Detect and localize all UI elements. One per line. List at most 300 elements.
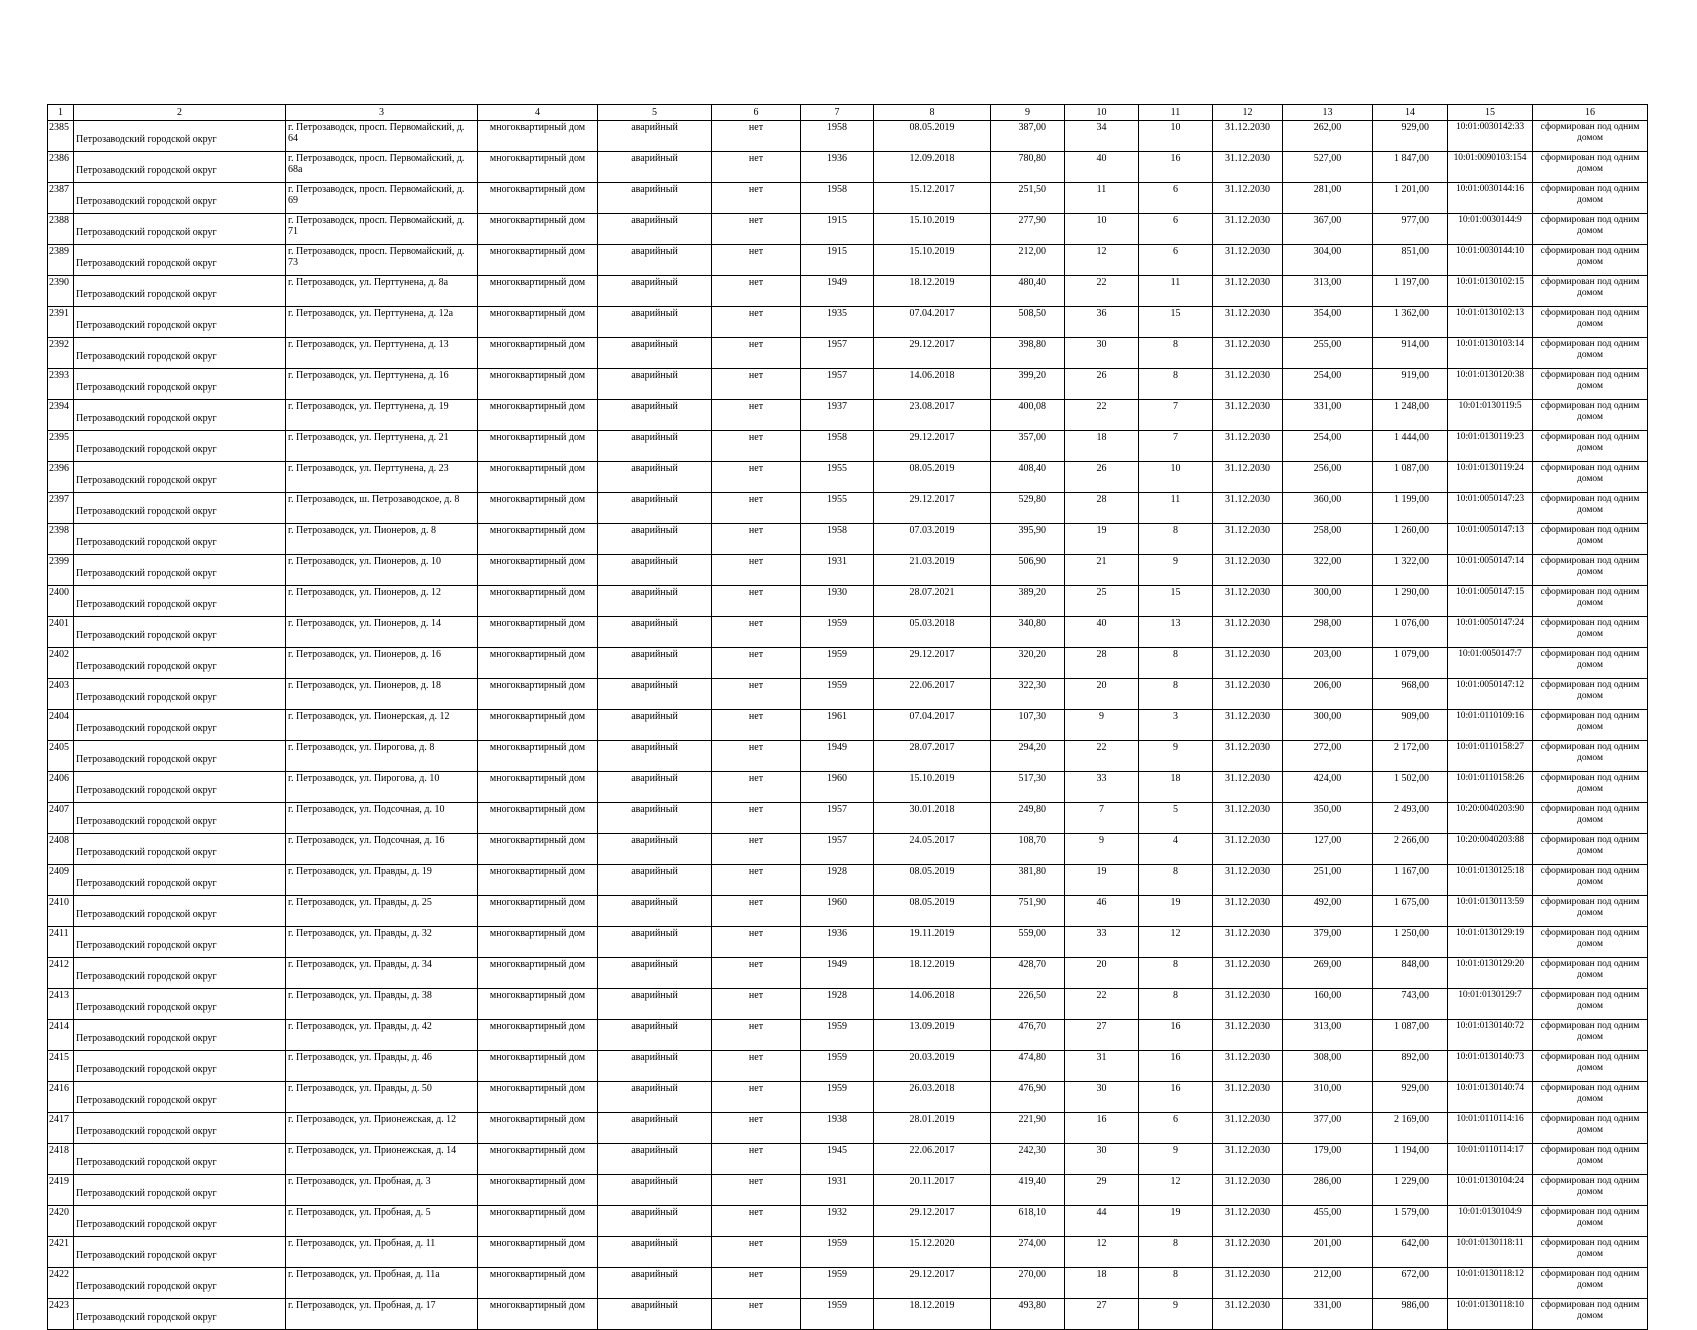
cell-land-plot-status: сформирован под одним домом bbox=[1533, 307, 1648, 338]
cell-row-number: 2410 bbox=[48, 896, 74, 927]
cell-land-plot-status: сформирован под одним домом bbox=[1533, 1299, 1648, 1330]
cell-status: аварийный bbox=[598, 121, 712, 152]
cell-flag: нет bbox=[712, 214, 801, 245]
column-header-16: 16 bbox=[1533, 105, 1648, 121]
cell-cadastral-number: 10:01:0130104:9 bbox=[1448, 1206, 1533, 1237]
cell-residents: 33 bbox=[1065, 772, 1139, 803]
cell-address: г. Петрозаводск, ул. Перттунена, д. 13 bbox=[286, 338, 478, 369]
cell-municipality: Петрозаводский городской округ bbox=[74, 1268, 286, 1299]
cell-residents: 30 bbox=[1065, 1144, 1139, 1175]
cell-premises: 8 bbox=[1139, 648, 1213, 679]
cell-premises: 8 bbox=[1139, 679, 1213, 710]
table-row bbox=[48, 555, 1648, 586]
cell-land-plot-status: сформирован под одним домом bbox=[1533, 772, 1648, 803]
cell-municipality: Петрозаводский городской округ bbox=[74, 648, 286, 679]
cell-cadastral-number: 10:01:0110158:26 bbox=[1448, 772, 1533, 803]
cell-deadline: 31.12.2030 bbox=[1213, 741, 1283, 772]
cell-status: аварийный bbox=[598, 803, 712, 834]
cell-municipality: Петрозаводский городской округ bbox=[74, 586, 286, 617]
header-row bbox=[48, 105, 1648, 121]
cell-deadline: 31.12.2030 bbox=[1213, 710, 1283, 741]
cell-row-number: 2408 bbox=[48, 834, 74, 865]
table-row bbox=[48, 338, 1648, 369]
table-row bbox=[48, 989, 1648, 1020]
cell-decision-date: 29.12.2017 bbox=[874, 431, 991, 462]
cell-year-built: 1935 bbox=[801, 307, 874, 338]
cell-year-built: 1960 bbox=[801, 772, 874, 803]
cell-municipality: Петрозаводский городской округ bbox=[74, 1113, 286, 1144]
cell-area: 107,30 bbox=[991, 710, 1065, 741]
cell-cost-a: 313,00 bbox=[1283, 1020, 1373, 1051]
cell-residents: 7 bbox=[1065, 803, 1139, 834]
cell-area: 322,30 bbox=[991, 679, 1065, 710]
cell-decision-date: 29.12.2017 bbox=[874, 648, 991, 679]
cell-year-built: 1955 bbox=[801, 462, 874, 493]
cell-address: г. Петрозаводск, ул. Правды, д. 46 bbox=[286, 1051, 478, 1082]
cell-land-plot-status: сформирован под одним домом bbox=[1533, 1113, 1648, 1144]
cell-area: 212,00 bbox=[991, 245, 1065, 276]
cell-cost-a: 258,00 bbox=[1283, 524, 1373, 555]
cell-address: г. Петрозаводск, ул. Подсочная, д. 10 bbox=[286, 803, 478, 834]
cell-status: аварийный bbox=[598, 679, 712, 710]
cell-deadline: 31.12.2030 bbox=[1213, 152, 1283, 183]
cell-municipality: Петрозаводский городской округ bbox=[74, 555, 286, 586]
cell-status: аварийный bbox=[598, 1082, 712, 1113]
cell-address: г. Петрозаводск, ул. Перттунена, д. 23 bbox=[286, 462, 478, 493]
cell-cost-a: 254,00 bbox=[1283, 369, 1373, 400]
cell-deadline: 31.12.2030 bbox=[1213, 586, 1283, 617]
cell-municipality: Петрозаводский городской округ bbox=[74, 524, 286, 555]
cell-cost-b: 892,00 bbox=[1373, 1051, 1448, 1082]
column-header-8: 8 bbox=[874, 105, 991, 121]
cell-land-plot-status: сформирован под одним домом bbox=[1533, 214, 1648, 245]
cell-status: аварийный bbox=[598, 958, 712, 989]
cell-status: аварийный bbox=[598, 710, 712, 741]
cell-year-built: 1958 bbox=[801, 524, 874, 555]
cell-year-built: 1915 bbox=[801, 214, 874, 245]
cell-cadastral-number: 10:01:0050147:15 bbox=[1448, 586, 1533, 617]
cell-decision-date: 14.06.2018 bbox=[874, 989, 991, 1020]
cell-residents: 22 bbox=[1065, 276, 1139, 307]
cell-area: 618,10 bbox=[991, 1206, 1065, 1237]
cell-cadastral-number: 10:01:0130125:18 bbox=[1448, 865, 1533, 896]
cell-premises: 16 bbox=[1139, 1051, 1213, 1082]
cell-decision-date: 22.06.2017 bbox=[874, 679, 991, 710]
cell-building-type: многоквартирный дом bbox=[478, 989, 598, 1020]
cell-decision-date: 08.05.2019 bbox=[874, 865, 991, 896]
cell-residents: 30 bbox=[1065, 338, 1139, 369]
cell-municipality: Петрозаводский городской округ bbox=[74, 679, 286, 710]
cell-municipality: Петрозаводский городской округ bbox=[74, 431, 286, 462]
cell-cost-a: 212,00 bbox=[1283, 1268, 1373, 1299]
column-header-3: 3 bbox=[286, 105, 478, 121]
cell-status: аварийный bbox=[598, 1051, 712, 1082]
cell-decision-date: 08.05.2019 bbox=[874, 462, 991, 493]
cell-residents: 19 bbox=[1065, 865, 1139, 896]
cell-decision-date: 28.07.2017 bbox=[874, 741, 991, 772]
cell-status: аварийный bbox=[598, 1144, 712, 1175]
table-row bbox=[48, 1175, 1648, 1206]
cell-address: г. Петрозаводск, ул. Перттунена, д. 21 bbox=[286, 431, 478, 462]
cell-premises: 10 bbox=[1139, 121, 1213, 152]
cell-area: 320,20 bbox=[991, 648, 1065, 679]
cell-land-plot-status: сформирован под одним домом bbox=[1533, 958, 1648, 989]
cell-cost-a: 308,00 bbox=[1283, 1051, 1373, 1082]
cell-decision-date: 07.04.2017 bbox=[874, 710, 991, 741]
cell-cost-b: 909,00 bbox=[1373, 710, 1448, 741]
cell-row-number: 2407 bbox=[48, 803, 74, 834]
cell-residents: 28 bbox=[1065, 648, 1139, 679]
column-header-4: 4 bbox=[478, 105, 598, 121]
cell-status: аварийный bbox=[598, 1206, 712, 1237]
cell-row-number: 2388 bbox=[48, 214, 74, 245]
cell-flag: нет bbox=[712, 648, 801, 679]
cell-row-number: 2385 bbox=[48, 121, 74, 152]
table-row bbox=[48, 493, 1648, 524]
cell-row-number: 2399 bbox=[48, 555, 74, 586]
cell-decision-date: 22.06.2017 bbox=[874, 1144, 991, 1175]
column-header-13: 13 bbox=[1283, 105, 1373, 121]
cell-area: 506,90 bbox=[991, 555, 1065, 586]
cell-area: 400,08 bbox=[991, 400, 1065, 431]
cell-building-type: многоквартирный дом bbox=[478, 741, 598, 772]
cell-premises: 9 bbox=[1139, 1299, 1213, 1330]
cell-cost-b: 851,00 bbox=[1373, 245, 1448, 276]
cell-residents: 31 bbox=[1065, 1051, 1139, 1082]
cell-building-type: многоквартирный дом bbox=[478, 1175, 598, 1206]
column-header-2: 2 bbox=[74, 105, 286, 121]
cell-land-plot-status: сформирован под одним домом bbox=[1533, 1175, 1648, 1206]
cell-deadline: 31.12.2030 bbox=[1213, 1144, 1283, 1175]
cell-deadline: 31.12.2030 bbox=[1213, 1113, 1283, 1144]
cell-building-type: многоквартирный дом bbox=[478, 245, 598, 276]
cell-address: г. Петрозаводск, ул. Перттунена, д. 16 bbox=[286, 369, 478, 400]
cell-row-number: 2397 bbox=[48, 493, 74, 524]
cell-year-built: 1958 bbox=[801, 431, 874, 462]
cell-area: 270,00 bbox=[991, 1268, 1065, 1299]
cell-cadastral-number: 10:01:0030144:9 bbox=[1448, 214, 1533, 245]
cell-cost-a: 367,00 bbox=[1283, 214, 1373, 245]
cell-status: аварийный bbox=[598, 152, 712, 183]
cell-municipality: Петрозаводский городской округ bbox=[74, 617, 286, 648]
cell-cadastral-number: 10:01:0130129:7 bbox=[1448, 989, 1533, 1020]
table-row bbox=[48, 865, 1648, 896]
table-row bbox=[48, 1144, 1648, 1175]
cell-row-number: 2386 bbox=[48, 152, 74, 183]
table-row bbox=[48, 679, 1648, 710]
cell-land-plot-status: сформирован под одним домом bbox=[1533, 121, 1648, 152]
cell-address: г. Петрозаводск, ул. Пробная, д. 5 bbox=[286, 1206, 478, 1237]
cell-deadline: 31.12.2030 bbox=[1213, 617, 1283, 648]
cell-area: 251,50 bbox=[991, 183, 1065, 214]
cell-deadline: 31.12.2030 bbox=[1213, 865, 1283, 896]
cell-year-built: 1931 bbox=[801, 555, 874, 586]
cell-cost-a: 331,00 bbox=[1283, 400, 1373, 431]
cell-land-plot-status: сформирован под одним домом bbox=[1533, 276, 1648, 307]
cell-year-built: 1945 bbox=[801, 1144, 874, 1175]
cell-land-plot-status: сформирован под одним домом bbox=[1533, 245, 1648, 276]
cell-building-type: многоквартирный дом bbox=[478, 834, 598, 865]
cell-decision-date: 15.10.2019 bbox=[874, 245, 991, 276]
cell-municipality: Петрозаводский городской округ bbox=[74, 183, 286, 214]
cell-premises: 11 bbox=[1139, 276, 1213, 307]
cell-flag: нет bbox=[712, 307, 801, 338]
cell-building-type: многоквартирный дом bbox=[478, 1299, 598, 1330]
cell-municipality: Петрозаводский городской округ bbox=[74, 214, 286, 245]
cell-address: г. Петрозаводск, ул. Пробная, д. 11 bbox=[286, 1237, 478, 1268]
cell-deadline: 31.12.2030 bbox=[1213, 1268, 1283, 1299]
cell-flag: нет bbox=[712, 586, 801, 617]
table-row bbox=[48, 245, 1648, 276]
cell-municipality: Петрозаводский городской округ bbox=[74, 276, 286, 307]
table-row bbox=[48, 183, 1648, 214]
cell-flag: нет bbox=[712, 338, 801, 369]
cell-building-type: многоквартирный дом bbox=[478, 1144, 598, 1175]
cell-area: 340,80 bbox=[991, 617, 1065, 648]
cell-premises: 16 bbox=[1139, 1082, 1213, 1113]
cell-land-plot-status: сформирован под одним домом bbox=[1533, 431, 1648, 462]
cell-municipality: Петрозаводский городской округ bbox=[74, 1299, 286, 1330]
cell-residents: 27 bbox=[1065, 1299, 1139, 1330]
cell-residents: 26 bbox=[1065, 462, 1139, 493]
cell-area: 242,30 bbox=[991, 1144, 1065, 1175]
table-row bbox=[48, 617, 1648, 648]
cell-building-type: многоквартирный дом bbox=[478, 121, 598, 152]
cell-residents: 27 bbox=[1065, 1020, 1139, 1051]
cell-deadline: 31.12.2030 bbox=[1213, 834, 1283, 865]
cell-premises: 11 bbox=[1139, 493, 1213, 524]
cell-premises: 13 bbox=[1139, 617, 1213, 648]
cell-row-number: 2403 bbox=[48, 679, 74, 710]
cell-cadastral-number: 10:01:0130118:12 bbox=[1448, 1268, 1533, 1299]
cell-cadastral-number: 10:01:0090103:154 bbox=[1448, 152, 1533, 183]
cell-area: 559,00 bbox=[991, 927, 1065, 958]
cell-residents: 18 bbox=[1065, 431, 1139, 462]
cell-premises: 19 bbox=[1139, 896, 1213, 927]
cell-municipality: Петрозаводский городской округ bbox=[74, 400, 286, 431]
cell-cadastral-number: 10:01:0030142:33 bbox=[1448, 121, 1533, 152]
cell-residents: 46 bbox=[1065, 896, 1139, 927]
cell-flag: нет bbox=[712, 400, 801, 431]
column-header-12: 12 bbox=[1213, 105, 1283, 121]
cell-building-type: многоквартирный дом bbox=[478, 1113, 598, 1144]
cell-cost-b: 1 197,00 bbox=[1373, 276, 1448, 307]
cell-cadastral-number: 10:01:0130103:14 bbox=[1448, 338, 1533, 369]
table-row bbox=[48, 586, 1648, 617]
cell-year-built: 1949 bbox=[801, 958, 874, 989]
cell-cost-a: 251,00 bbox=[1283, 865, 1373, 896]
cell-flag: нет bbox=[712, 1237, 801, 1268]
cell-premises: 16 bbox=[1139, 1020, 1213, 1051]
cell-residents: 9 bbox=[1065, 834, 1139, 865]
cell-cost-b: 1 087,00 bbox=[1373, 462, 1448, 493]
column-number-header bbox=[48, 105, 1648, 121]
cell-flag: нет bbox=[712, 1299, 801, 1330]
cell-residents: 25 bbox=[1065, 586, 1139, 617]
cell-year-built: 1959 bbox=[801, 1299, 874, 1330]
cell-cadastral-number: 10:01:0050147:14 bbox=[1448, 555, 1533, 586]
column-header-1: 1 bbox=[48, 105, 74, 121]
cell-building-type: многоквартирный дом bbox=[478, 338, 598, 369]
cell-year-built: 1959 bbox=[801, 617, 874, 648]
cell-residents: 18 bbox=[1065, 1268, 1139, 1299]
cell-address: г. Петрозаводск, ул. Перттунена, д. 12а bbox=[286, 307, 478, 338]
cell-municipality: Петрозаводский городской округ bbox=[74, 710, 286, 741]
cell-land-plot-status: сформирован под одним домом bbox=[1533, 493, 1648, 524]
cell-land-plot-status: сформирован под одним домом bbox=[1533, 679, 1648, 710]
cell-cost-a: 255,00 bbox=[1283, 338, 1373, 369]
cell-municipality: Петрозаводский городской округ bbox=[74, 772, 286, 803]
cell-cadastral-number: 10:01:0130129:19 bbox=[1448, 927, 1533, 958]
cell-status: аварийный bbox=[598, 338, 712, 369]
cell-residents: 9 bbox=[1065, 710, 1139, 741]
cell-residents: 28 bbox=[1065, 493, 1139, 524]
cell-address: г. Петрозаводск, ул. Пробная, д. 3 bbox=[286, 1175, 478, 1206]
cell-cadastral-number: 10:20:0040203:88 bbox=[1448, 834, 1533, 865]
cell-cost-a: 298,00 bbox=[1283, 617, 1373, 648]
cell-building-type: многоквартирный дом bbox=[478, 400, 598, 431]
cell-area: 508,50 bbox=[991, 307, 1065, 338]
table-row bbox=[48, 958, 1648, 989]
cell-municipality: Петрозаводский городской округ bbox=[74, 896, 286, 927]
cell-address: г. Петрозаводск, просп. Первомайский, д. 64 bbox=[286, 121, 478, 152]
column-header-14: 14 bbox=[1373, 105, 1448, 121]
cell-residents: 40 bbox=[1065, 152, 1139, 183]
cell-flag: нет bbox=[712, 679, 801, 710]
cell-deadline: 31.12.2030 bbox=[1213, 1082, 1283, 1113]
cell-cost-a: 286,00 bbox=[1283, 1175, 1373, 1206]
cell-deadline: 31.12.2030 bbox=[1213, 121, 1283, 152]
cell-area: 419,40 bbox=[991, 1175, 1065, 1206]
cell-premises: 19 bbox=[1139, 1206, 1213, 1237]
cell-premises: 6 bbox=[1139, 183, 1213, 214]
cell-municipality: Петрозаводский городской округ bbox=[74, 1051, 286, 1082]
cell-area: 474,80 bbox=[991, 1051, 1065, 1082]
cell-building-type: многоквартирный дом bbox=[478, 431, 598, 462]
cell-status: аварийный bbox=[598, 1268, 712, 1299]
cell-address: г. Петрозаводск, ул. Перттунена, д. 19 bbox=[286, 400, 478, 431]
cell-flag: нет bbox=[712, 555, 801, 586]
cell-cost-b: 672,00 bbox=[1373, 1268, 1448, 1299]
cell-address: г. Петрозаводск, ул. Пирогова, д. 10 bbox=[286, 772, 478, 803]
cell-municipality: Петрозаводский городской округ bbox=[74, 865, 286, 896]
cell-year-built: 1928 bbox=[801, 865, 874, 896]
cell-address: г. Петрозаводск, ул. Подсочная, д. 16 bbox=[286, 834, 478, 865]
cell-cost-b: 1 076,00 bbox=[1373, 617, 1448, 648]
cell-cost-a: 322,00 bbox=[1283, 555, 1373, 586]
cell-address: г. Петрозаводск, ул. Правды, д. 34 bbox=[286, 958, 478, 989]
table-row bbox=[48, 648, 1648, 679]
cell-residents: 33 bbox=[1065, 927, 1139, 958]
cell-premises: 5 bbox=[1139, 803, 1213, 834]
cell-address: г. Петрозаводск, ул. Перттунена, д. 8а bbox=[286, 276, 478, 307]
cell-cadastral-number: 10:01:0130118:10 bbox=[1448, 1299, 1533, 1330]
cell-flag: нет bbox=[712, 121, 801, 152]
cell-address: г. Петрозаводск, ул. Пирогова, д. 8 bbox=[286, 741, 478, 772]
cell-flag: нет bbox=[712, 369, 801, 400]
cell-row-number: 2401 bbox=[48, 617, 74, 648]
column-header-6: 6 bbox=[712, 105, 801, 121]
cell-building-type: многоквартирный дом bbox=[478, 214, 598, 245]
cell-address: г. Петрозаводск, ул. Правды, д. 25 bbox=[286, 896, 478, 927]
cell-decision-date: 21.03.2019 bbox=[874, 555, 991, 586]
cell-address: г. Петрозаводск, просп. Первомайский, д. 68а bbox=[286, 152, 478, 183]
cell-status: аварийный bbox=[598, 927, 712, 958]
cell-cost-b: 1 502,00 bbox=[1373, 772, 1448, 803]
cell-status: аварийный bbox=[598, 989, 712, 1020]
cell-flag: нет bbox=[712, 183, 801, 214]
cell-deadline: 31.12.2030 bbox=[1213, 338, 1283, 369]
cell-flag: нет bbox=[712, 617, 801, 648]
cell-cadastral-number: 10:01:0130113:59 bbox=[1448, 896, 1533, 927]
cell-land-plot-status: сформирован под одним домом bbox=[1533, 989, 1648, 1020]
cell-land-plot-status: сформирован под одним домом bbox=[1533, 586, 1648, 617]
cell-address: г. Петрозаводск, ул. Правды, д. 42 bbox=[286, 1020, 478, 1051]
cell-cost-a: 360,00 bbox=[1283, 493, 1373, 524]
cell-cost-b: 1 229,00 bbox=[1373, 1175, 1448, 1206]
cell-cost-b: 2 493,00 bbox=[1373, 803, 1448, 834]
cell-residents: 44 bbox=[1065, 1206, 1139, 1237]
table-row bbox=[48, 152, 1648, 183]
cell-premises: 9 bbox=[1139, 555, 1213, 586]
cell-cost-a: 350,00 bbox=[1283, 803, 1373, 834]
cell-cost-a: 206,00 bbox=[1283, 679, 1373, 710]
cell-flag: нет bbox=[712, 524, 801, 555]
cell-cost-a: 254,00 bbox=[1283, 431, 1373, 462]
cell-cost-b: 1 322,00 bbox=[1373, 555, 1448, 586]
cell-year-built: 1957 bbox=[801, 803, 874, 834]
cell-flag: нет bbox=[712, 989, 801, 1020]
cell-status: аварийный bbox=[598, 834, 712, 865]
cell-flag: нет bbox=[712, 1082, 801, 1113]
table-row bbox=[48, 462, 1648, 493]
cell-building-type: многоквартирный дом bbox=[478, 493, 598, 524]
table-row bbox=[48, 121, 1648, 152]
cell-flag: нет bbox=[712, 493, 801, 524]
cell-area: 493,80 bbox=[991, 1299, 1065, 1330]
cell-cost-b: 848,00 bbox=[1373, 958, 1448, 989]
cell-cost-a: 269,00 bbox=[1283, 958, 1373, 989]
cell-land-plot-status: сформирован под одним домом bbox=[1533, 1051, 1648, 1082]
cell-year-built: 1937 bbox=[801, 400, 874, 431]
table-row bbox=[48, 803, 1648, 834]
cell-building-type: многоквартирный дом bbox=[478, 927, 598, 958]
cell-cost-b: 743,00 bbox=[1373, 989, 1448, 1020]
cell-year-built: 1959 bbox=[801, 1237, 874, 1268]
cell-area: 780,80 bbox=[991, 152, 1065, 183]
cell-land-plot-status: сформирован под одним домом bbox=[1533, 741, 1648, 772]
cell-premises: 8 bbox=[1139, 865, 1213, 896]
cell-cost-b: 1 444,00 bbox=[1373, 431, 1448, 462]
cell-land-plot-status: сформирован под одним домом bbox=[1533, 648, 1648, 679]
cell-area: 226,50 bbox=[991, 989, 1065, 1020]
cell-status: аварийный bbox=[598, 214, 712, 245]
cell-building-type: многоквартирный дом bbox=[478, 1020, 598, 1051]
cell-residents: 26 bbox=[1065, 369, 1139, 400]
cell-decision-date: 07.04.2017 bbox=[874, 307, 991, 338]
cell-address: г. Петрозаводск, ул. Прионежская, д. 14 bbox=[286, 1144, 478, 1175]
cell-flag: нет bbox=[712, 803, 801, 834]
cell-premises: 6 bbox=[1139, 245, 1213, 276]
cell-decision-date: 18.12.2019 bbox=[874, 1299, 991, 1330]
cell-land-plot-status: сформирован под одним домом bbox=[1533, 927, 1648, 958]
cell-cost-a: 179,00 bbox=[1283, 1144, 1373, 1175]
cell-cost-a: 354,00 bbox=[1283, 307, 1373, 338]
cell-row-number: 2416 bbox=[48, 1082, 74, 1113]
column-header-9: 9 bbox=[991, 105, 1065, 121]
cell-year-built: 1930 bbox=[801, 586, 874, 617]
cell-cost-a: 527,00 bbox=[1283, 152, 1373, 183]
